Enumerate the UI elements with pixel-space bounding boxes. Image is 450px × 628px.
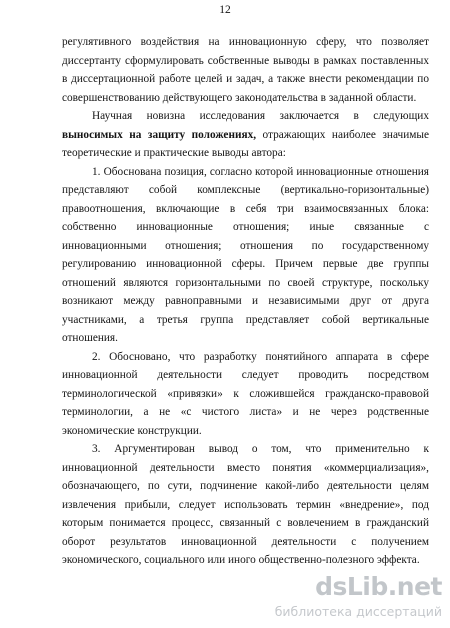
paragraph-novelty-intro — [62, 107, 429, 163]
novelty-intro-end: отражающих наиболее значимые теоретические и практические выводы автора: — [62, 128, 429, 159]
paragraph-point-2: 2. Обосновано, что разработку понятийного аппарата в сфере инновационной деятельности следует проводить посредством терминологической «привязки» к сложившейся гражданско-правовой терминологии, а не «с чистого листа» и не через родственные экономические конструкции. — [62, 350, 429, 437]
paragraph-point-1: 1. Обоснована позиция, согласно которой инновационные отношения представляют собой комплексные (вертикально-горизонтальные) правоотношения, включающие в себя три взаимосвязанных блока: собственно инновационные отношения; иные связанные с инновационными отношения; отношения по государственному регулированию инновационной сферы. Причем первые две группы отношений являются горизонтальными по своей структуре, поскольку возникают между равноправными и независимыми друг от друга участниками, а третья группа представляет собой вертикальные отношения. — [62, 165, 429, 344]
novelty-bold-phrase: выносимых на защиту положениях, — [62, 128, 257, 141]
page-number: 12 — [219, 4, 231, 16]
watermark-dot: . — [387, 572, 397, 601]
watermark-logo — [315, 571, 442, 601]
paragraph-continuation: регулятивного воздействия на инновационную сферу, что позволяет диссертанту сформулировать собственные выводы в рамках поставленных в диссертационной работе целей и задач, а также внести рекомендации по совершенствованию действующего законодательства в заданной области. — [62, 36, 429, 104]
dslib-watermark — [274, 571, 448, 623]
novelty-intro-text: Научная новизна исследования заключается в следующих — [92, 110, 429, 122]
paragraph-point-3: 3. Аргументирован вывод о том, что применительно к инновационной деятельности вместо понятия «коммерциализация», обозначающего, по сути, подчинение какой-либо деятельности целям извлечения прибыли, следует использовать термин «внедрение», под которым понимается процесс, связанный с вовлечением в гражданский оборот результатов инновационной деятельности с получением экономического, социального или иного общественно-полезного эффекта. — [62, 443, 429, 566]
watermark-subtitle: библиотека диссертаций — [274, 604, 442, 619]
watermark-lib: Lib — [346, 572, 388, 601]
watermark-net: net — [396, 572, 442, 601]
watermark-ds: ds — [315, 572, 347, 601]
document-body — [62, 33, 429, 570]
